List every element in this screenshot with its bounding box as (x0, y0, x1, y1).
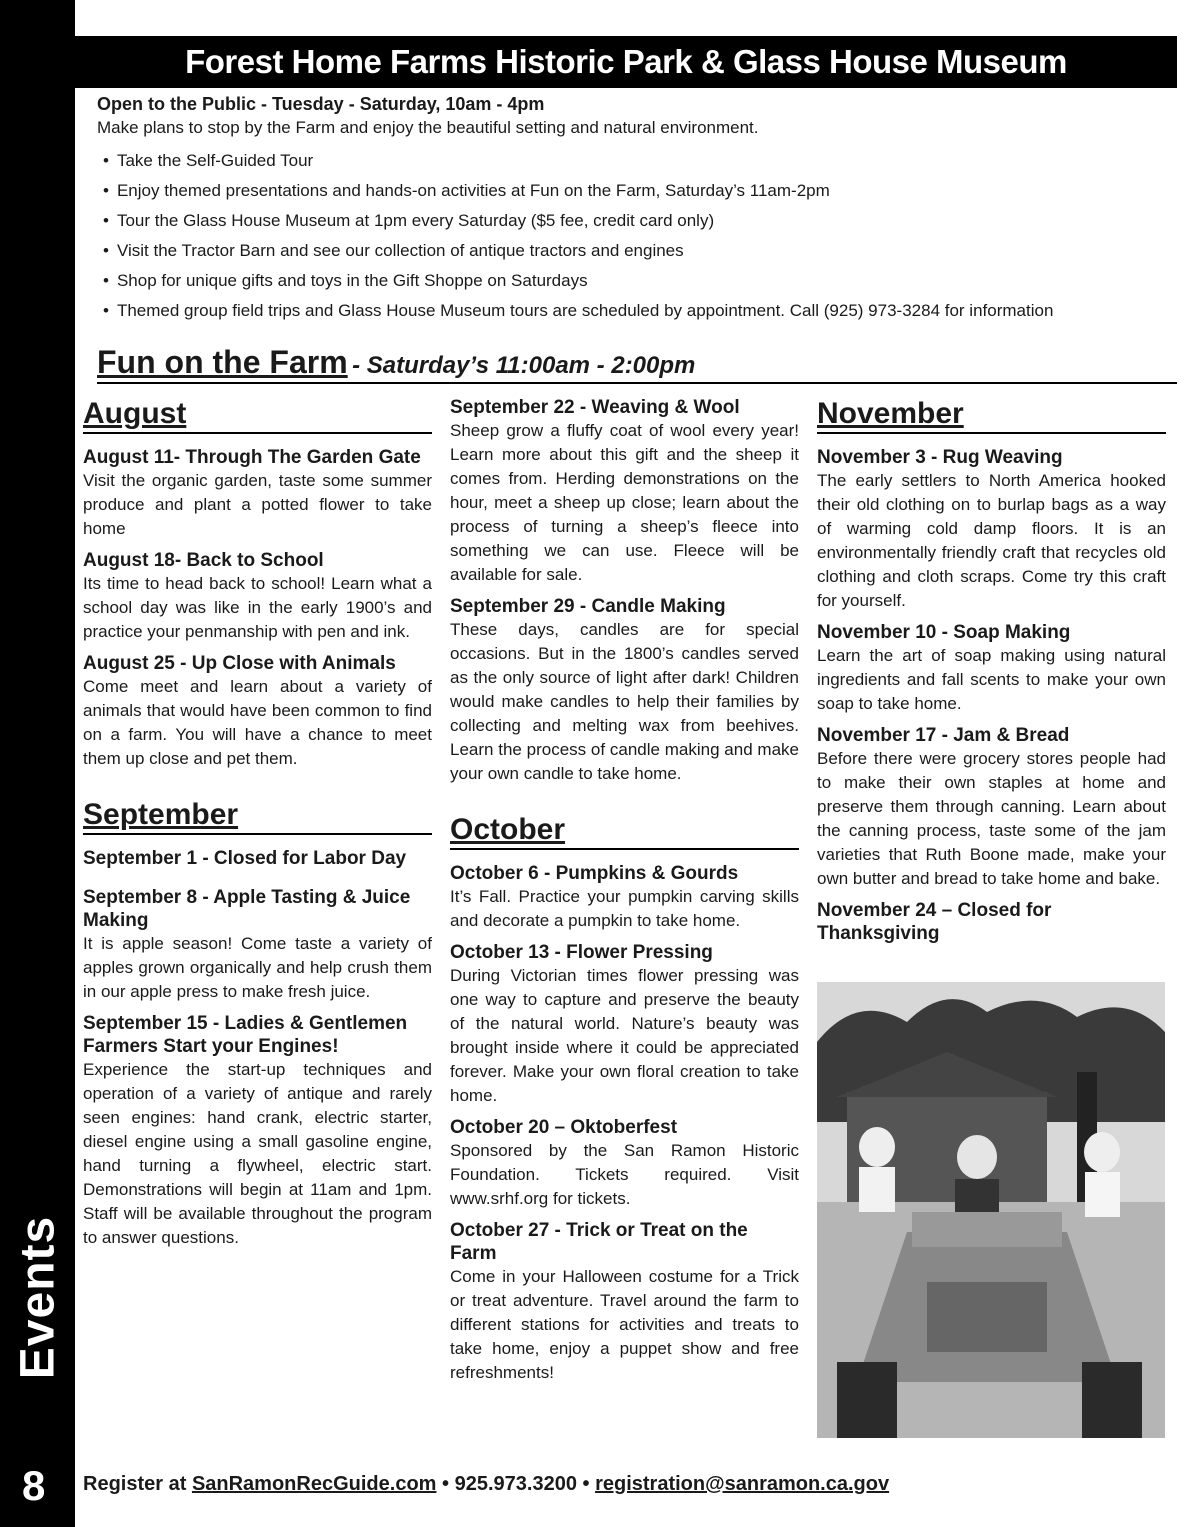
page-title: Forest Home Farms Historic Park & Glass House Museum (75, 36, 1177, 88)
register-label: Register at (83, 1473, 187, 1495)
list-item: • Themed group field trips and Glass House Museum tours are scheduled by appointment. Call (925) 973-3284 for information (103, 296, 1177, 326)
list-item: • Enjoy themed presentations and hands-on activities at Fun on the Farm, Saturday’s 11am-2pm (103, 176, 1177, 206)
event-title: August 18- Back to School (83, 550, 324, 571)
event-description: Before there were grocery stores people had to make their own staples at home and preserve them through canning. Learn about the canning process, taste some of the jam varieties that Ruth Boone made, make your own butter and bread to take home and bake. (817, 749, 1166, 888)
separator: • (442, 1473, 450, 1495)
event-title: September 22 - Weaving & Wool (450, 397, 740, 418)
list-item: • Visit the Tractor Barn and see our collection of antique tractors and engines (103, 236, 1177, 266)
hours-heading: Open to the Public - Tuesday - Saturday, 10am - 4pm (97, 94, 545, 114)
event-title: August 25 - Up Close with Animals (83, 653, 396, 674)
event-title: September 15 - Ladies & Gentlemen Farmers Start your Engines! (83, 1013, 408, 1057)
list-item: • Shop for unique gifts and toys in the Gift Shoppe on Saturdays (103, 266, 1177, 296)
tractor-photo (817, 982, 1165, 1438)
list-item: • Tour the Glass House Museum at 1pm every Saturday ($5 fee, credit card only) (103, 206, 1177, 236)
fun-subtitle: - Saturday’s 11:00am - 2:00pm (352, 352, 696, 379)
column-august-september (83, 396, 432, 1258)
event-description: The early settlers to North America hooked their old clothing on to burlap bags as a way of warming cold damp floors. It is an environmentally friendly craft that recycles old clothing and cloth scraps. Come try this craft for yourself. (817, 471, 1166, 610)
website-link[interactable]: SanRamonRecGuide.com (191, 1473, 437, 1495)
month-heading-september: September (83, 797, 432, 835)
event-title: October 20 – Oktoberfest (450, 1117, 678, 1138)
month-heading-august: August (83, 396, 432, 434)
intro-text: Make plans to stop by the Farm and enjoy the beautiful setting and natural environment. (97, 118, 759, 137)
tractor-photo-illustration (817, 982, 1165, 1438)
email-link[interactable]: registration@sanramon.ca.gov (595, 1473, 890, 1495)
event-title: November 17 - Jam & Bread (817, 725, 1070, 746)
intro-section (97, 92, 1177, 326)
event-description: It is apple season! Come taste a variety of apples grown organically and help crush them in our apple press to make fresh juice. (83, 934, 432, 1001)
event-title: September 8 - Apple Tasting & Juice Making (83, 887, 411, 931)
page-number: 8 (22, 1462, 46, 1509)
event-description: During Victorian times flower pressing was one way to capture and preserve the beauty of the natural world. Nature’s beauty was brought inside where it could be appreciated forever. Make your own floral creation to take home. (450, 966, 799, 1105)
event-title: September 1 - Closed for Labor Day (83, 848, 407, 869)
month-heading-november: November (817, 396, 1166, 434)
event-description: Visit the organic garden, taste some summer produce and plant a potted flower to take home (83, 471, 432, 538)
event-description: Come in your Halloween costume for a Trick or treat adventure. Travel around the farm to different stations for activities and treats to take home, enjoy a puppet show and free refreshments! (450, 1267, 799, 1382)
event-title: October 27 - Trick or Treat on the Farm (450, 1220, 748, 1264)
phone-number: 925.973.3200 (454, 1473, 577, 1495)
month-heading-october: October (450, 812, 799, 850)
column-september-october (450, 396, 799, 1393)
event-title: November 3 - Rug Weaving (817, 447, 1063, 468)
events-sidebar (0, 0, 75, 1527)
fun-on-farm-heading (97, 342, 1177, 384)
section-label: Events (11, 1215, 65, 1380)
event-title: November 10 - Soap Making (817, 622, 1071, 643)
footer-registration (83, 1470, 889, 1498)
column-november (817, 396, 1166, 945)
event-description: Its time to head back to school! Learn what a school day was like in the early 1900’s and practice your penmanship with pen and ink. (83, 574, 432, 641)
event-description: Learn the art of soap making using natural ingredients and fall scents to make your own soap to take home. (817, 646, 1166, 713)
event-title: October 6 - Pumpkins & Gourds (450, 863, 739, 884)
event-title: August 11- Through The Garden Gate (83, 447, 421, 468)
event-description: It’s Fall. Practice your pumpkin carving skills and decorate a pumpkin to take home. (450, 887, 799, 930)
activity-list (103, 146, 1177, 326)
event-description: Come meet and learn about a variety of animals that would have been common to find on a farm. You will have a chance to meet them up close and pet them. (83, 677, 432, 768)
event-description: Experience the start-up techniques and operation of a variety of antique and rarely seen engines: hand crank, electric starter, diesel engine using a small gasoline engine, hand turning a flywheel, electric start. Demonstrations will begin at 11am and 1pm. Staff will be available throughout the program to answer questions. (83, 1060, 432, 1247)
event-title: November 24 – Closed for Thanksgiving (817, 900, 1052, 944)
event-description: Sheep grow a fluffy coat of wool every year! Learn more about this gift and the sheep it comes from. Herding demonstrations on the hour, meet a sheep up close; learn about the process of turning a sheep’s fleece into something we can use. Fleece will be available for sale. (450, 421, 799, 584)
event-title: October 13 - Flower Pressing (450, 942, 713, 963)
event-title: September 29 - Candle Making (450, 596, 726, 617)
fun-title: Fun on the Farm (97, 344, 348, 380)
event-description: Sponsored by the San Ramon Historic Foundation. Tickets required. Visit www.srhf.org for tickets. (450, 1141, 799, 1208)
separator: • (582, 1473, 590, 1495)
event-description: These days, candles are for special occasions. But in the 1800’s candles served as the only source of light after dark! Children would make candles to help their families by collecting and melting wax from beehives. Learn the process of candle making and make your own candle to take home. (450, 620, 799, 783)
list-item: • Take the Self-Guided Tour (103, 146, 1177, 176)
